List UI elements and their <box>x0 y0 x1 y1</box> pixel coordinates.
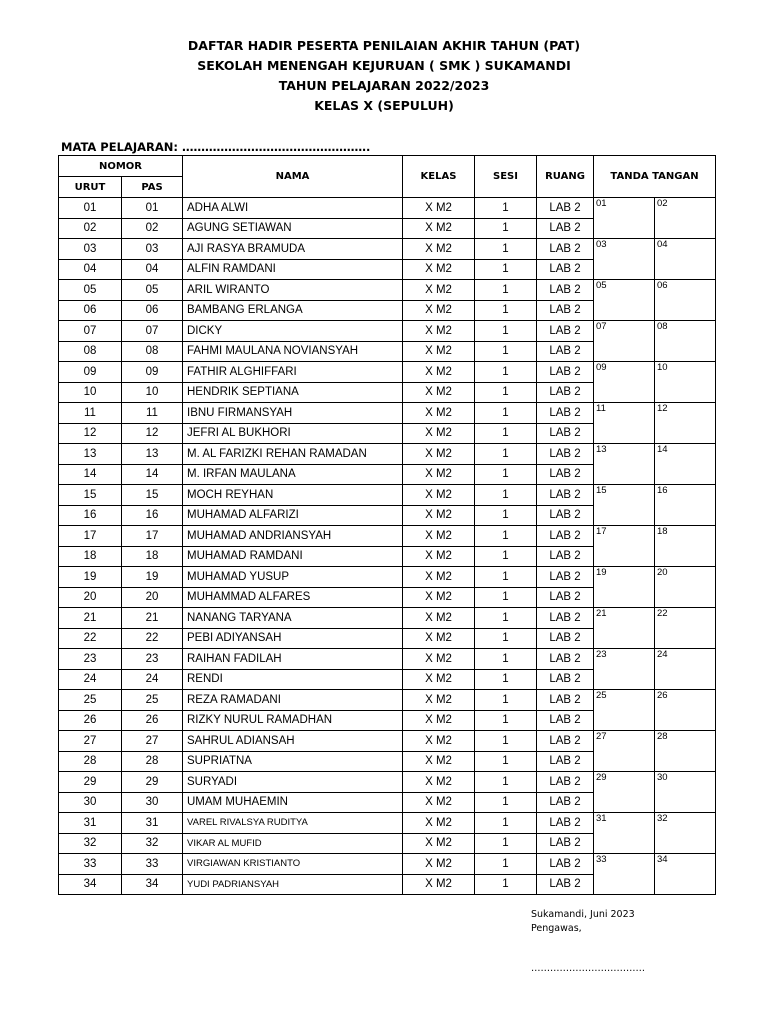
cell-urut: 33 <box>59 854 122 875</box>
cell-nama: MOCH REYHAN <box>183 485 403 506</box>
cell-sesi: 1 <box>475 218 537 239</box>
cell-nama: RIZKY NURUL RAMADHAN <box>183 710 403 731</box>
cell-ruang: LAB 2 <box>537 362 594 383</box>
cell-kelas: X M2 <box>403 731 475 752</box>
signature-cell-even[interactable]: 04 <box>655 239 716 280</box>
cell-sesi: 1 <box>475 341 537 362</box>
cell-sesi: 1 <box>475 587 537 608</box>
signature-cell-even[interactable]: 22 <box>655 608 716 649</box>
cell-sesi: 1 <box>475 403 537 424</box>
cell-ruang: LAB 2 <box>537 382 594 403</box>
cell-nama: AGUNG SETIAWAN <box>183 218 403 239</box>
signature-cell-even[interactable]: 26 <box>655 690 716 731</box>
cell-sesi: 1 <box>475 485 537 506</box>
cell-kelas: X M2 <box>403 218 475 239</box>
signature-cell-even[interactable]: 30 <box>655 772 716 813</box>
table-row <box>59 280 716 301</box>
cell-pas: 10 <box>122 382 183 403</box>
cell-pas: 33 <box>122 854 183 875</box>
signature-cell-even[interactable]: 20 <box>655 567 716 608</box>
signature-cell-odd[interactable]: 11 <box>594 403 655 444</box>
cell-sesi: 1 <box>475 464 537 485</box>
signature-cell-odd[interactable]: 27 <box>594 731 655 772</box>
signature-cell-even[interactable]: 10 <box>655 362 716 403</box>
cell-urut: 09 <box>59 362 122 383</box>
cell-ruang: LAB 2 <box>537 854 594 875</box>
signature-cell-even[interactable]: 16 <box>655 485 716 526</box>
header-kelas: KELAS <box>403 156 475 198</box>
cell-urut: 03 <box>59 239 122 260</box>
cell-pas: 16 <box>122 505 183 526</box>
cell-ruang: LAB 2 <box>537 649 594 670</box>
cell-sesi: 1 <box>475 792 537 813</box>
cell-nama: AJI RASYA BRAMUDA <box>183 239 403 260</box>
table-row <box>59 731 716 752</box>
cell-nama: ALFIN RAMDANI <box>183 259 403 280</box>
signature-cell-even[interactable]: 02 <box>655 198 716 239</box>
table-row <box>59 772 716 793</box>
cell-nama: RAIHAN FADILAH <box>183 649 403 670</box>
cell-nama: DICKY <box>183 321 403 342</box>
signature-line: ……………………………… <box>531 963 645 974</box>
cell-urut: 06 <box>59 300 122 321</box>
cell-pas: 31 <box>122 813 183 834</box>
cell-urut: 25 <box>59 690 122 711</box>
cell-sesi: 1 <box>475 526 537 547</box>
cell-kelas: X M2 <box>403 710 475 731</box>
cell-urut: 04 <box>59 259 122 280</box>
cell-ruang: LAB 2 <box>537 485 594 506</box>
cell-kelas: X M2 <box>403 526 475 547</box>
cell-kelas: X M2 <box>403 239 475 260</box>
cell-kelas: X M2 <box>403 362 475 383</box>
cell-urut: 23 <box>59 649 122 670</box>
cell-urut: 26 <box>59 710 122 731</box>
cell-sesi: 1 <box>475 833 537 854</box>
cell-pas: 19 <box>122 567 183 588</box>
cell-urut: 01 <box>59 198 122 219</box>
signature-cell-odd[interactable]: 25 <box>594 690 655 731</box>
cell-ruang: LAB 2 <box>537 628 594 649</box>
cell-kelas: X M2 <box>403 649 475 670</box>
cell-ruang: LAB 2 <box>537 526 594 547</box>
header-nama: NAMA <box>183 156 403 198</box>
title-line-3: TAHUN PELAJARAN 2022/2023 <box>278 78 490 93</box>
cell-urut: 07 <box>59 321 122 342</box>
header-urut: URUT <box>59 177 122 198</box>
title-line-1: DAFTAR HADIR PESERTA PENILAIAN AKHIR TAHUN (PAT) <box>187 38 581 53</box>
signature-cell-odd[interactable]: 09 <box>594 362 655 403</box>
cell-pas: 13 <box>122 444 183 465</box>
table-row <box>59 362 716 383</box>
cell-nama: VAREL RIVALSYA RUDITYA <box>183 813 403 834</box>
cell-urut: 22 <box>59 628 122 649</box>
cell-nama: IBNU FIRMANSYAH <box>183 403 403 424</box>
cell-urut: 10 <box>59 382 122 403</box>
cell-sesi: 1 <box>475 444 537 465</box>
signature-cell-even[interactable]: 34 <box>655 854 716 895</box>
cell-ruang: LAB 2 <box>537 464 594 485</box>
cell-sesi: 1 <box>475 382 537 403</box>
cell-kelas: X M2 <box>403 772 475 793</box>
footer-role: Pengawas, <box>531 923 582 934</box>
cell-sesi: 1 <box>475 259 537 280</box>
cell-ruang: LAB 2 <box>537 505 594 526</box>
cell-urut: 18 <box>59 546 122 567</box>
cell-urut: 21 <box>59 608 122 629</box>
cell-kelas: X M2 <box>403 341 475 362</box>
cell-urut: 12 <box>59 423 122 444</box>
cell-ruang: LAB 2 <box>537 423 594 444</box>
cell-ruang: LAB 2 <box>537 833 594 854</box>
cell-nama: HENDRIK SEPTIANA <box>183 382 403 403</box>
cell-pas: 14 <box>122 464 183 485</box>
cell-pas: 28 <box>122 751 183 772</box>
signature-cell-even[interactable]: 08 <box>655 321 716 362</box>
cell-kelas: X M2 <box>403 546 475 567</box>
cell-nama: SURYADI <box>183 772 403 793</box>
cell-pas: 22 <box>122 628 183 649</box>
cell-ruang: LAB 2 <box>537 567 594 588</box>
cell-nama: REZA RAMADANI <box>183 690 403 711</box>
cell-kelas: X M2 <box>403 423 475 444</box>
cell-urut: 02 <box>59 218 122 239</box>
cell-ruang: LAB 2 <box>537 341 594 362</box>
cell-urut: 20 <box>59 587 122 608</box>
cell-nama: MUHAMAD RAMDANI <box>183 546 403 567</box>
signature-cell-odd[interactable]: 15 <box>594 485 655 526</box>
cell-nama: NANANG TARYANA <box>183 608 403 629</box>
cell-nama: MUHAMMAD ALFARES <box>183 587 403 608</box>
cell-ruang: LAB 2 <box>537 608 594 629</box>
cell-pas: 12 <box>122 423 183 444</box>
cell-nama: M. IRFAN MAULANA <box>183 464 403 485</box>
cell-sesi: 1 <box>475 669 537 690</box>
cell-pas: 03 <box>122 239 183 260</box>
table-row <box>59 239 716 260</box>
cell-sesi: 1 <box>475 854 537 875</box>
signature-cell-odd[interactable]: 03 <box>594 239 655 280</box>
cell-ruang: LAB 2 <box>537 751 594 772</box>
cell-kelas: X M2 <box>403 792 475 813</box>
cell-pas: 27 <box>122 731 183 752</box>
cell-pas: 20 <box>122 587 183 608</box>
cell-ruang: LAB 2 <box>537 587 594 608</box>
cell-pas: 01 <box>122 198 183 219</box>
cell-sesi: 1 <box>475 874 537 895</box>
cell-ruang: LAB 2 <box>537 669 594 690</box>
cell-kelas: X M2 <box>403 751 475 772</box>
document-title <box>0 36 768 116</box>
cell-urut: 15 <box>59 485 122 506</box>
cell-ruang: LAB 2 <box>537 198 594 219</box>
cell-ruang: LAB 2 <box>537 813 594 834</box>
cell-nama: ARIL WIRANTO <box>183 280 403 301</box>
table-body <box>59 198 716 895</box>
cell-ruang: LAB 2 <box>537 731 594 752</box>
table-row <box>59 526 716 547</box>
cell-urut: 32 <box>59 833 122 854</box>
table-row <box>59 813 716 834</box>
cell-sesi: 1 <box>475 690 537 711</box>
cell-kelas: X M2 <box>403 567 475 588</box>
cell-pas: 04 <box>122 259 183 280</box>
cell-pas: 26 <box>122 710 183 731</box>
table-row <box>59 444 716 465</box>
cell-nama: YUDI PADRIANSYAH <box>183 874 403 895</box>
cell-pas: 17 <box>122 526 183 547</box>
cell-sesi: 1 <box>475 567 537 588</box>
cell-ruang: LAB 2 <box>537 710 594 731</box>
cell-pas: 24 <box>122 669 183 690</box>
signature-cell-odd[interactable]: 01 <box>594 198 655 239</box>
cell-kelas: X M2 <box>403 690 475 711</box>
signature-cell-even[interactable]: 24 <box>655 649 716 690</box>
signature-cell-even[interactable]: 06 <box>655 280 716 321</box>
cell-ruang: LAB 2 <box>537 239 594 260</box>
cell-nama: RENDI <box>183 669 403 690</box>
cell-urut: 34 <box>59 874 122 895</box>
cell-ruang: LAB 2 <box>537 444 594 465</box>
cell-urut: 05 <box>59 280 122 301</box>
cell-kelas: X M2 <box>403 321 475 342</box>
cell-sesi: 1 <box>475 608 537 629</box>
cell-ruang: LAB 2 <box>537 259 594 280</box>
cell-sesi: 1 <box>475 628 537 649</box>
footer-place-date: Sukamandi, Juni 2023 <box>531 909 635 920</box>
cell-pas: 07 <box>122 321 183 342</box>
subject-label: MATA PELAJARAN: …………………………………………. <box>61 140 371 154</box>
cell-nama: VIRGIAWAN KRISTIANTO <box>183 854 403 875</box>
cell-urut: 14 <box>59 464 122 485</box>
cell-nama: M. AL FARIZKI REHAN RAMADAN <box>183 444 403 465</box>
cell-pas: 30 <box>122 792 183 813</box>
table-row <box>59 198 716 219</box>
cell-kelas: X M2 <box>403 444 475 465</box>
cell-sesi: 1 <box>475 300 537 321</box>
cell-kelas: X M2 <box>403 669 475 690</box>
cell-pas: 25 <box>122 690 183 711</box>
signature-cell-odd[interactable]: 33 <box>594 854 655 895</box>
cell-ruang: LAB 2 <box>537 772 594 793</box>
cell-nama: FAHMI MAULANA NOVIANSYAH <box>183 341 403 362</box>
cell-kelas: X M2 <box>403 587 475 608</box>
header-ruang: RUANG <box>537 156 594 198</box>
cell-urut: 16 <box>59 505 122 526</box>
header-sesi: SESI <box>475 156 537 198</box>
table-row <box>59 608 716 629</box>
cell-ruang: LAB 2 <box>537 321 594 342</box>
signature-cell-even[interactable]: 28 <box>655 731 716 772</box>
cell-sesi: 1 <box>475 546 537 567</box>
cell-nama: MUHAMAD YUSUP <box>183 567 403 588</box>
title-line-4: KELAS X (SEPULUH) <box>314 98 454 113</box>
cell-kelas: X M2 <box>403 813 475 834</box>
cell-nama: BAMBANG ERLANGA <box>183 300 403 321</box>
cell-pas: 02 <box>122 218 183 239</box>
signature-cell-even[interactable]: 32 <box>655 813 716 854</box>
cell-pas: 32 <box>122 833 183 854</box>
cell-pas: 15 <box>122 485 183 506</box>
cell-sesi: 1 <box>475 813 537 834</box>
cell-sesi: 1 <box>475 505 537 526</box>
cell-ruang: LAB 2 <box>537 690 594 711</box>
table-row <box>59 321 716 342</box>
signature-cell-even[interactable]: 14 <box>655 444 716 485</box>
cell-kelas: X M2 <box>403 485 475 506</box>
signature-cell-odd[interactable]: 17 <box>594 526 655 567</box>
signature-cell-even[interactable]: 18 <box>655 526 716 567</box>
cell-kelas: X M2 <box>403 259 475 280</box>
cell-pas: 23 <box>122 649 183 670</box>
cell-pas: 06 <box>122 300 183 321</box>
cell-pas: 18 <box>122 546 183 567</box>
cell-sesi: 1 <box>475 423 537 444</box>
table-row <box>59 567 716 588</box>
cell-urut: 08 <box>59 341 122 362</box>
table-row <box>59 854 716 875</box>
header-nomor: NOMOR <box>59 156 183 177</box>
cell-kelas: X M2 <box>403 198 475 219</box>
cell-urut: 17 <box>59 526 122 547</box>
cell-nama: VIKAR AL MUFID <box>183 833 403 854</box>
cell-sesi: 1 <box>475 198 537 219</box>
header-tanda-tangan: TANDA TANGAN <box>594 156 716 198</box>
cell-pas: 08 <box>122 341 183 362</box>
cell-pas: 05 <box>122 280 183 301</box>
cell-kelas: X M2 <box>403 505 475 526</box>
cell-urut: 28 <box>59 751 122 772</box>
signature-cell-odd[interactable]: 23 <box>594 649 655 690</box>
title-line-2: SEKOLAH MENENGAH KEJURUAN ( SMK ) SUKAMANDI <box>197 58 571 73</box>
cell-kelas: X M2 <box>403 833 475 854</box>
cell-nama: MUHAMAD ANDRIANSYAH <box>183 526 403 547</box>
cell-sesi: 1 <box>475 772 537 793</box>
cell-pas: 09 <box>122 362 183 383</box>
table-row <box>59 485 716 506</box>
cell-pas: 11 <box>122 403 183 424</box>
cell-sesi: 1 <box>475 321 537 342</box>
cell-urut: 19 <box>59 567 122 588</box>
cell-urut: 30 <box>59 792 122 813</box>
cell-pas: 29 <box>122 772 183 793</box>
cell-sesi: 1 <box>475 239 537 260</box>
cell-nama: ADHA ALWI <box>183 198 403 219</box>
cell-urut: 31 <box>59 813 122 834</box>
cell-ruang: LAB 2 <box>537 280 594 301</box>
cell-urut: 29 <box>59 772 122 793</box>
cell-kelas: X M2 <box>403 382 475 403</box>
signature-cell-odd[interactable]: 29 <box>594 772 655 813</box>
cell-kelas: X M2 <box>403 464 475 485</box>
cell-sesi: 1 <box>475 362 537 383</box>
cell-ruang: LAB 2 <box>537 218 594 239</box>
cell-nama: PEBI ADIYANSAH <box>183 628 403 649</box>
cell-sesi: 1 <box>475 710 537 731</box>
cell-pas: 34 <box>122 874 183 895</box>
cell-sesi: 1 <box>475 649 537 670</box>
header-pas: PAS <box>122 177 183 198</box>
cell-sesi: 1 <box>475 751 537 772</box>
cell-sesi: 1 <box>475 280 537 301</box>
cell-nama: SUPRIATNA <box>183 751 403 772</box>
cell-nama: SAHRUL ADIANSAH <box>183 731 403 752</box>
signature-cell-even[interactable]: 12 <box>655 403 716 444</box>
cell-urut: 27 <box>59 731 122 752</box>
cell-ruang: LAB 2 <box>537 300 594 321</box>
cell-kelas: X M2 <box>403 300 475 321</box>
signature-cell-odd[interactable]: 31 <box>594 813 655 854</box>
cell-kelas: X M2 <box>403 608 475 629</box>
cell-sesi: 1 <box>475 731 537 752</box>
signature-cell-odd[interactable]: 05 <box>594 280 655 321</box>
cell-kelas: X M2 <box>403 628 475 649</box>
cell-nama: FATHIR ALGHIFFARI <box>183 362 403 383</box>
cell-urut: 11 <box>59 403 122 424</box>
cell-urut: 24 <box>59 669 122 690</box>
cell-ruang: LAB 2 <box>537 874 594 895</box>
cell-kelas: X M2 <box>403 854 475 875</box>
attendance-table <box>58 155 716 895</box>
signature-cell-odd[interactable]: 07 <box>594 321 655 362</box>
cell-nama: UMAM MUHAEMIN <box>183 792 403 813</box>
cell-nama: MUHAMAD ALFARIZI <box>183 505 403 526</box>
cell-ruang: LAB 2 <box>537 403 594 424</box>
cell-ruang: LAB 2 <box>537 546 594 567</box>
cell-kelas: X M2 <box>403 403 475 424</box>
signature-cell-odd[interactable]: 13 <box>594 444 655 485</box>
table-row <box>59 403 716 424</box>
table-row <box>59 690 716 711</box>
signature-cell-odd[interactable]: 19 <box>594 567 655 608</box>
cell-kelas: X M2 <box>403 874 475 895</box>
cell-kelas: X M2 <box>403 280 475 301</box>
cell-urut: 13 <box>59 444 122 465</box>
table-row <box>59 649 716 670</box>
cell-ruang: LAB 2 <box>537 792 594 813</box>
cell-pas: 21 <box>122 608 183 629</box>
signature-cell-odd[interactable]: 21 <box>594 608 655 649</box>
cell-nama: JEFRI AL BUKHORI <box>183 423 403 444</box>
